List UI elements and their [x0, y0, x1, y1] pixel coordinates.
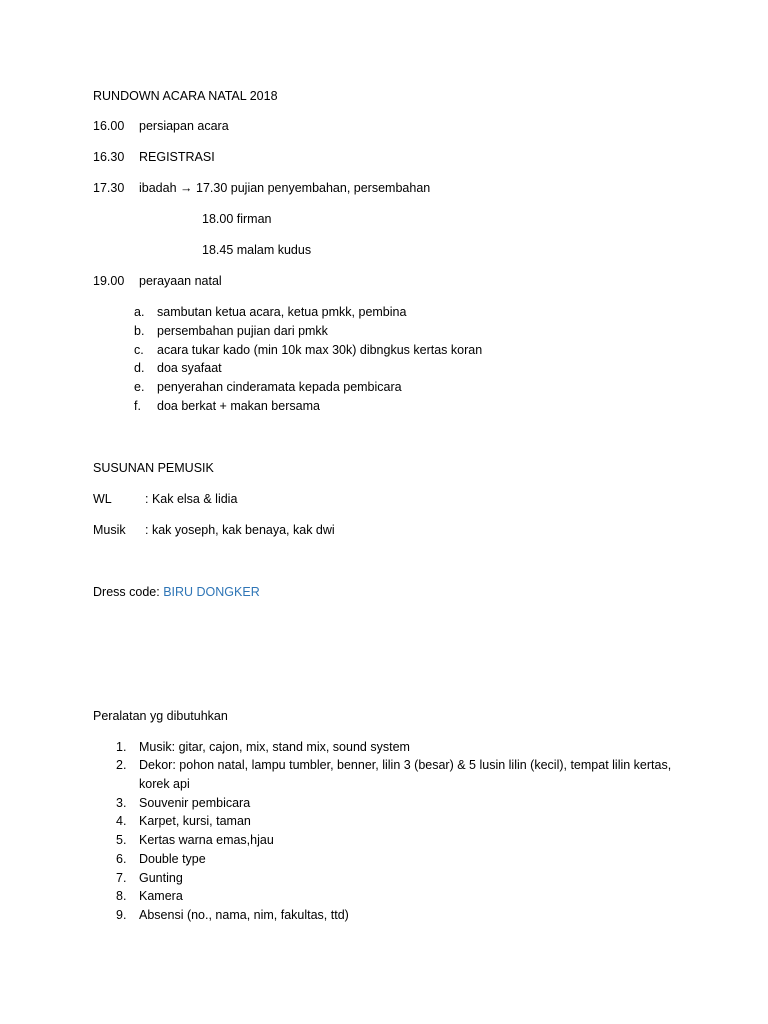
list-item: Kertas warna emas,hjau	[139, 833, 274, 847]
document-title: RUNDOWN ACARA NATAL 2018	[93, 89, 278, 103]
list-marker: f.	[134, 399, 141, 413]
list-marker: 8.	[116, 889, 127, 903]
list-item: Souvenir pembicara	[139, 796, 251, 810]
list-item: doa syafaat	[157, 361, 222, 375]
list-item: Gunting	[139, 871, 183, 885]
schedule-row	[93, 180, 430, 196]
schedule-sub-row: 18.45 malam kudus	[202, 243, 312, 257]
list-item: acara tukar kado (min 10k max 30k) dibngkus kertas koran	[157, 343, 483, 357]
list-marker: d.	[134, 361, 145, 375]
schedule-label: 17.30 pujian penyembahan, persembahan	[196, 181, 431, 195]
list-item: Absensi (no., nama, nim, fakultas, ttd)	[139, 908, 349, 922]
schedule-row	[93, 273, 222, 289]
schedule-label: persiapan acara	[139, 119, 229, 133]
schedule-label-prefix: ibadah	[139, 181, 177, 195]
list-item: Double type	[139, 852, 206, 866]
schedule-time: 19.00	[93, 274, 125, 288]
list-item: Musik: gitar, cajon, mix, stand mix, sound system	[139, 740, 410, 754]
list-marker: c.	[134, 343, 144, 357]
list-marker: b.	[134, 324, 145, 338]
list-item: persembahan pujian dari pmkk	[157, 324, 328, 338]
schedule-label: REGISTRASI	[139, 150, 215, 164]
schedule-time: 16.30	[93, 150, 125, 164]
schedule-label: perayaan natal	[139, 274, 222, 288]
musician-role: WL	[93, 492, 112, 506]
list-marker: 6.	[116, 852, 127, 866]
musician-row	[93, 491, 237, 507]
list-item: doa berkat + makan bersama	[157, 399, 320, 413]
musician-names: : kak yoseph, kak benaya, kak dwi	[145, 523, 335, 537]
dress-code	[93, 584, 260, 600]
schedule-time: 17.30	[93, 181, 125, 195]
list-marker: 2.	[116, 758, 127, 772]
list-marker: 4.	[116, 814, 127, 828]
list-marker: 1.	[116, 740, 127, 754]
list-marker: 3.	[116, 796, 127, 810]
list-marker: e.	[134, 380, 145, 394]
dress-code-label: Dress code:	[93, 585, 160, 599]
list-marker: 9.	[116, 908, 127, 922]
list-item: sambutan ketua acara, ketua pmkk, pembina	[157, 305, 407, 319]
musician-role: Musik	[93, 523, 126, 537]
musicians-heading: SUSUNAN PEMUSIK	[93, 461, 214, 475]
schedule-sub-row: 18.00 firman	[202, 212, 272, 226]
schedule-row	[93, 118, 229, 134]
equipment-heading: Peralatan yg dibutuhkan	[93, 709, 228, 723]
list-marker: 7.	[116, 871, 127, 885]
list-marker: 5.	[116, 833, 127, 847]
list-item: Dekor: pohon natal, lampu tumbler, benner, lilin 3 (besar) & 5 lusin lilin (kecil), tempat lilin kertas, korek api	[139, 758, 672, 791]
list-item: penyerahan cinderamata kepada pembicara	[157, 380, 402, 394]
musician-row	[93, 522, 335, 538]
list-item: Karpet, kursi, taman	[139, 814, 251, 828]
musician-names: : Kak elsa & lidia	[145, 492, 238, 506]
schedule-row	[93, 149, 215, 165]
list-item: Kamera	[139, 889, 183, 903]
dress-code-value: BIRU DONGKER	[163, 585, 260, 599]
list-marker: a.	[134, 305, 145, 319]
schedule-time: 16.00	[93, 119, 125, 133]
arrow-right-icon: →	[180, 181, 193, 195]
